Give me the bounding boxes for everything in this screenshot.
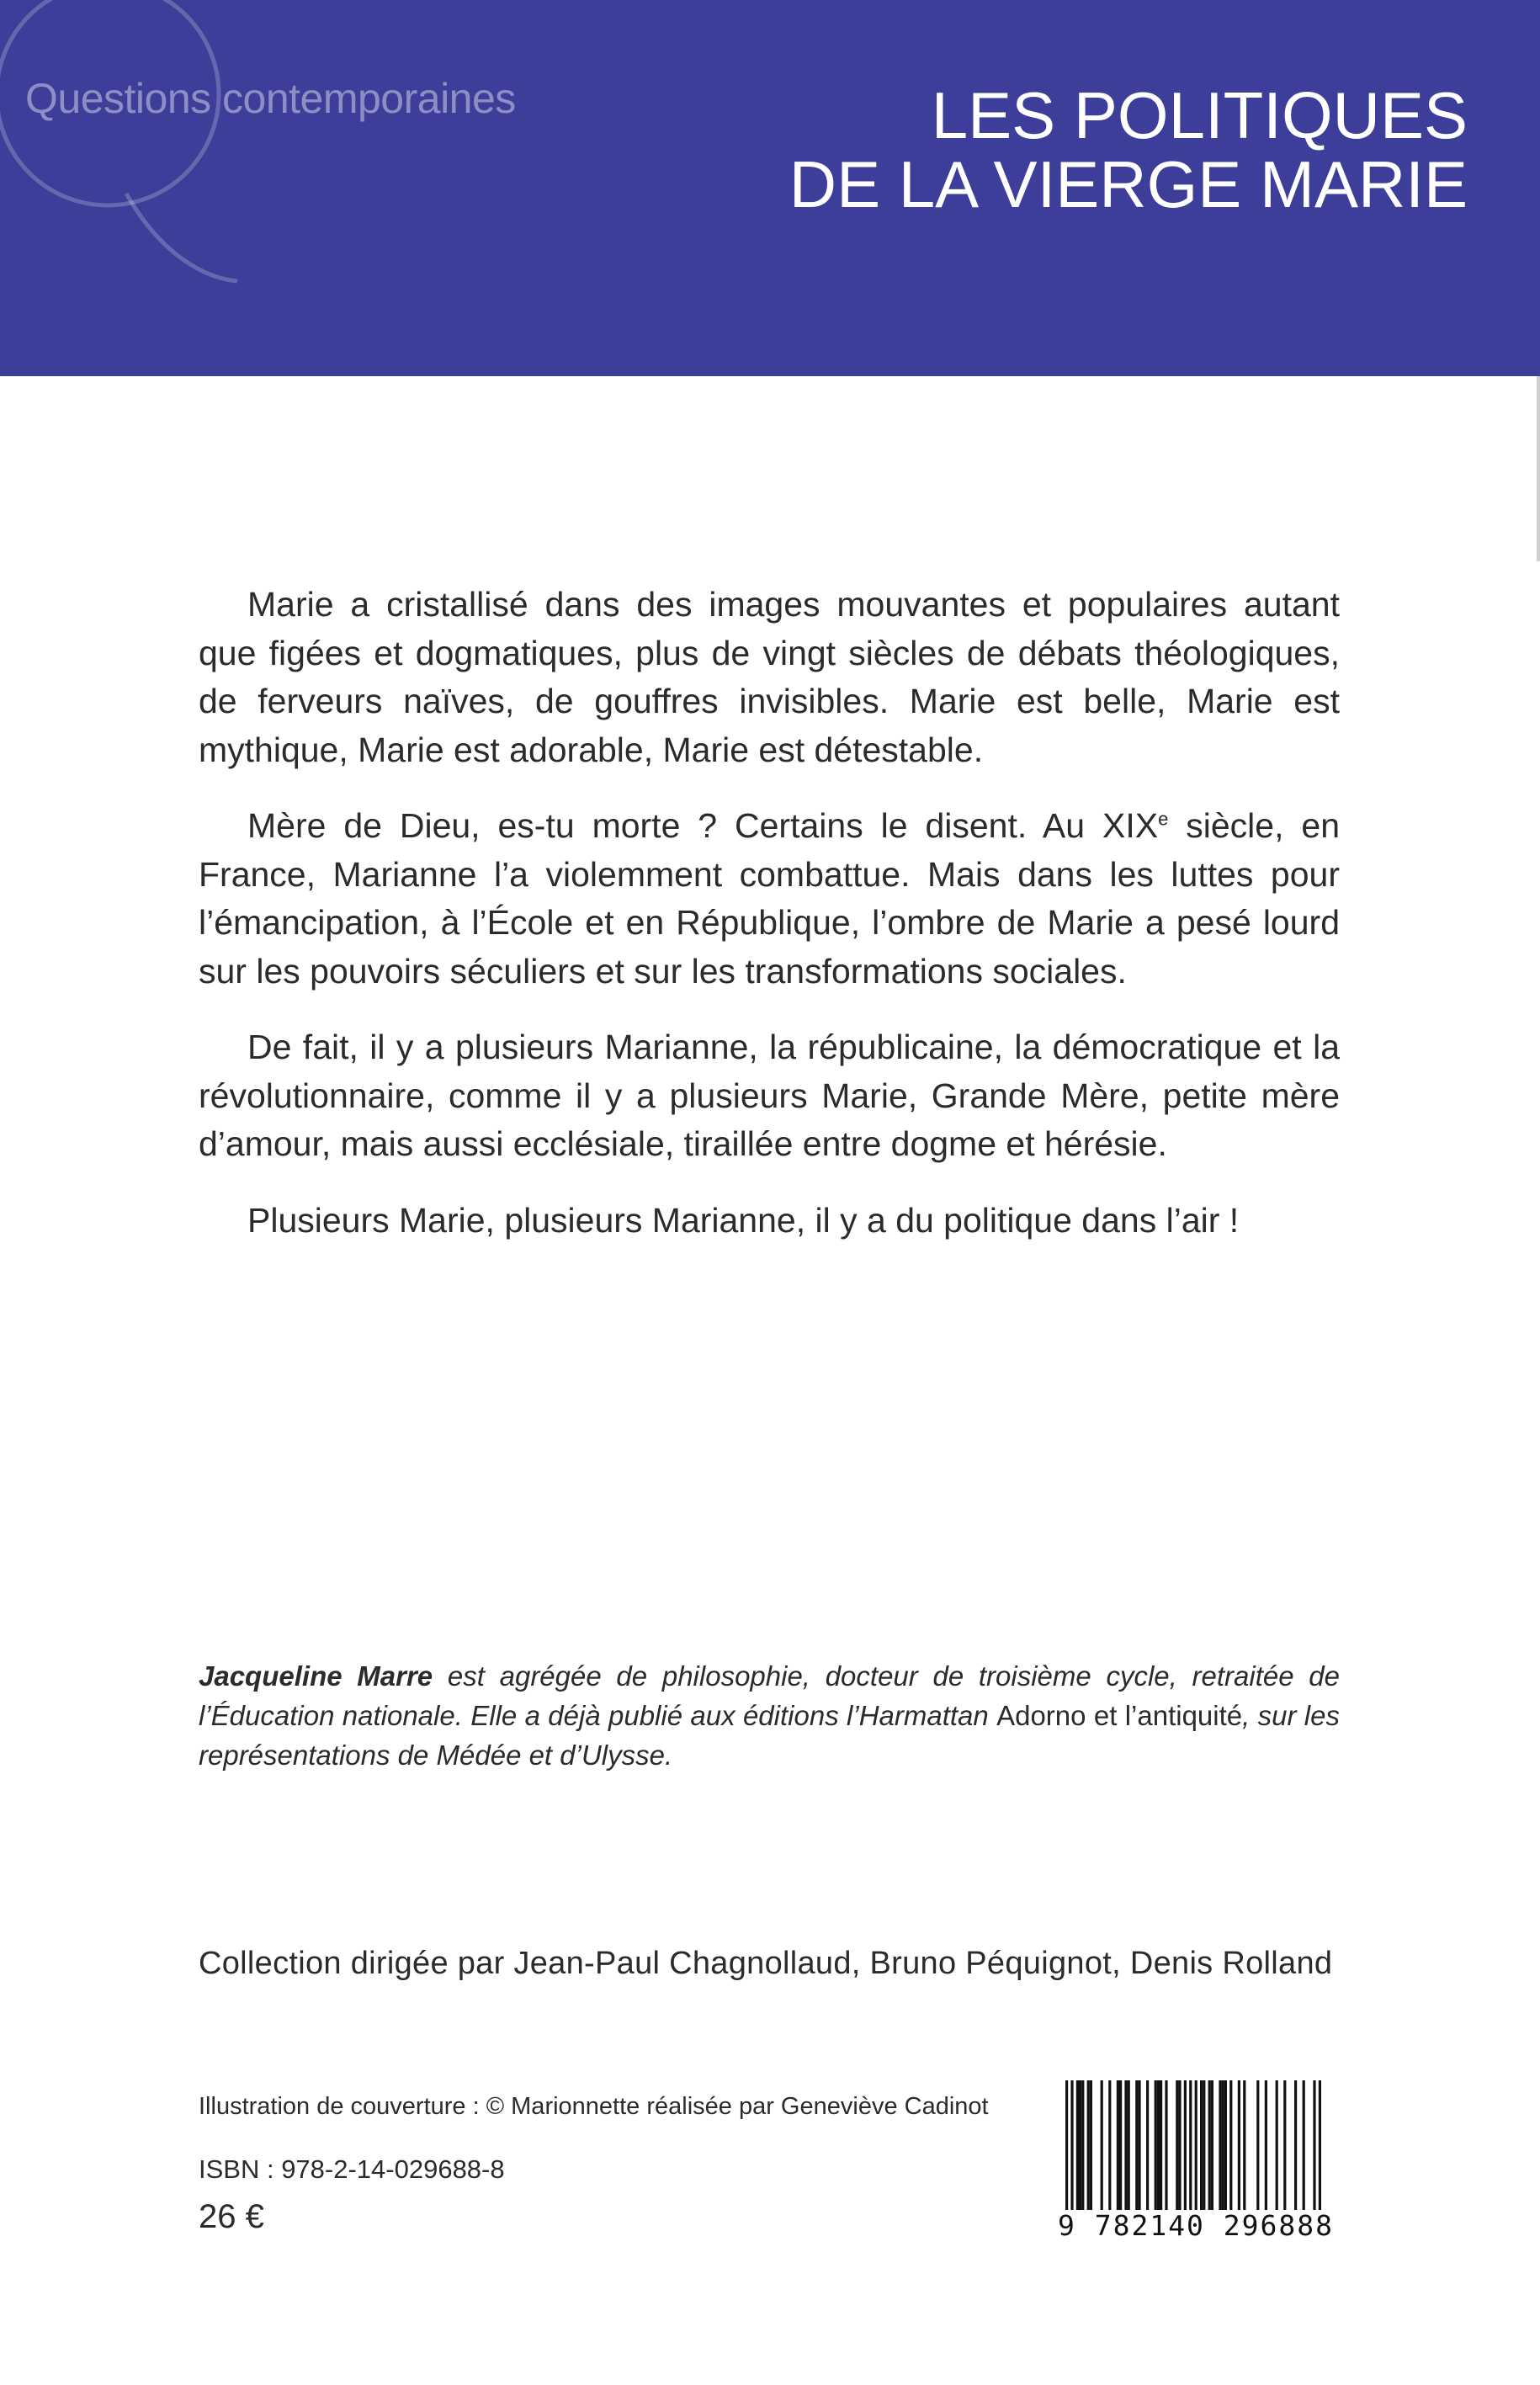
barcode-bar (1243, 2080, 1245, 2212)
barcode-bar (1087, 2080, 1090, 2212)
barcode-bar (1222, 2080, 1224, 2212)
barcode-bar (1265, 2080, 1267, 2212)
barcode-bar (1076, 2080, 1079, 2212)
blurb-paragraph-4: Plusieurs Marie, plusieurs Marianne, il y a du politique dans l’air ! (247, 1200, 1240, 1240)
author-bio (199, 1656, 1340, 1775)
header-band (0, 0, 1540, 376)
barcode-bar (1119, 2080, 1122, 2212)
price: 26 € (199, 2198, 264, 2235)
barcode-bar (1184, 2080, 1187, 2212)
barcode-bar (1224, 2080, 1227, 2212)
blurb-p2-end: siècle, en France, Marianne l’a violemment combattue. Mais dans les luttes pour l’émancipation, à l’École et en République, l’ombre de Marie a pesé lourd sur les pouvoirs séculiers et sur les transformations sociales. (199, 806, 1340, 991)
barcode-bar (1200, 2080, 1203, 2212)
barcode-bar (1203, 2080, 1205, 2212)
title-line-1: LES POLITIQUES (931, 78, 1468, 152)
barcode-bar (1081, 2080, 1084, 2212)
barcode (1045, 2077, 1341, 2245)
blurb-p2-start: Mère de Dieu, es-tu morte ? Certains le disent. Au XIX (247, 806, 1159, 845)
series-word-questions: Questions (25, 75, 211, 122)
barcode-bar (1283, 2080, 1286, 2212)
barcode-bar (1294, 2080, 1297, 2212)
barcode-bar (1124, 2080, 1127, 2212)
barcode-bar (1208, 2080, 1211, 2212)
barcode-bar (1146, 2080, 1149, 2212)
barcode-bar (1165, 2080, 1167, 2212)
barcode-bar (1211, 2080, 1213, 2212)
isbn: ISBN : 978-2-14-029688-8 (199, 2154, 505, 2184)
series-word-contemporaines: contemporaines (222, 75, 516, 122)
barcode-bar (1065, 2080, 1068, 2228)
barcode-bar (1238, 2080, 1240, 2212)
edge-divider (1537, 376, 1540, 561)
barcode-bar (1195, 2080, 1197, 2228)
barcode-bar (1178, 2080, 1181, 2212)
barcode-bar (1176, 2080, 1178, 2212)
barcode-bar (1256, 2080, 1259, 2212)
bio-text-1: est agrégée de philosophie, docteur de troisième cycle, retraitée de l’Éducation nationale. Elle a déjà publié aux éditions l’Harmattan (199, 1660, 1341, 1731)
barcode-bar (1160, 2080, 1162, 2212)
barcode-bar (1135, 2080, 1138, 2212)
barcode-bar (1079, 2080, 1081, 2212)
barcode-bar (1117, 2080, 1119, 2212)
barcode-bar (1189, 2080, 1192, 2228)
barcode-bar (1070, 2080, 1073, 2228)
barcode-bar (1219, 2080, 1221, 2212)
barcode-bar (1229, 2080, 1232, 2212)
back-cover-blurb (199, 581, 1340, 1245)
century-superscript: e (1158, 808, 1169, 830)
barcode-bar (1157, 2080, 1160, 2212)
barcode-bar (1108, 2080, 1111, 2212)
q-logo-icon (0, 0, 286, 376)
barcode-bar (1090, 2080, 1092, 2212)
book-title (789, 78, 1468, 221)
blurb-paragraph-1: Marie a cristallisé dans des images mouvantes et populaires autant que figées et dogmatiques, plus de vingt siècles de débats théologiques, de ferveurs naïves, de gouffres invisibles. Marie est belle, Marie est mythique, Marie est adorable, Marie est détestable. (199, 585, 1340, 769)
barcode-number: 9 782140 296888 (1050, 2210, 1341, 2242)
collection-editors: Collection dirigée par Jean-Paul Chagnollaud, Bruno Péquignot, Denis Rolland (199, 1946, 1333, 1981)
barcode-bar (1101, 2080, 1103, 2212)
title-line-2: DE LA VIERGE MARIE (789, 147, 1468, 221)
barcode-bar (1128, 2080, 1130, 2212)
previous-book-title: Adorno et l’antiquité (996, 1700, 1243, 1731)
author-name: Jacqueline Marre (199, 1660, 433, 1692)
bio-text-2: , sur les représentations de Médée et d’Ulysse. (199, 1700, 1340, 1771)
series-name (25, 74, 516, 123)
barcode-bar (1319, 2080, 1321, 2228)
barcode-bar (1276, 2080, 1278, 2212)
cover-illustration-credit: Illustration de couverture : © Marionnette réalisée par Geneviève Cadinot (199, 2093, 989, 2120)
barcode-bar (1155, 2080, 1157, 2212)
blurb-paragraph-3: De fait, il y a plusieurs Marianne, la républicaine, la démocratique et la révolutionnaire, comme il y a plusieurs Marie, Grande Mère, petite mère d’amour, mais aussi ecclésiale, tiraillée entre dogme et hérésie. (199, 1028, 1340, 1163)
barcode-bar (1303, 2080, 1305, 2212)
barcode-bar (1138, 2080, 1140, 2212)
barcode-bar (1313, 2080, 1315, 2228)
blurb-paragraph-2 (199, 802, 1340, 996)
